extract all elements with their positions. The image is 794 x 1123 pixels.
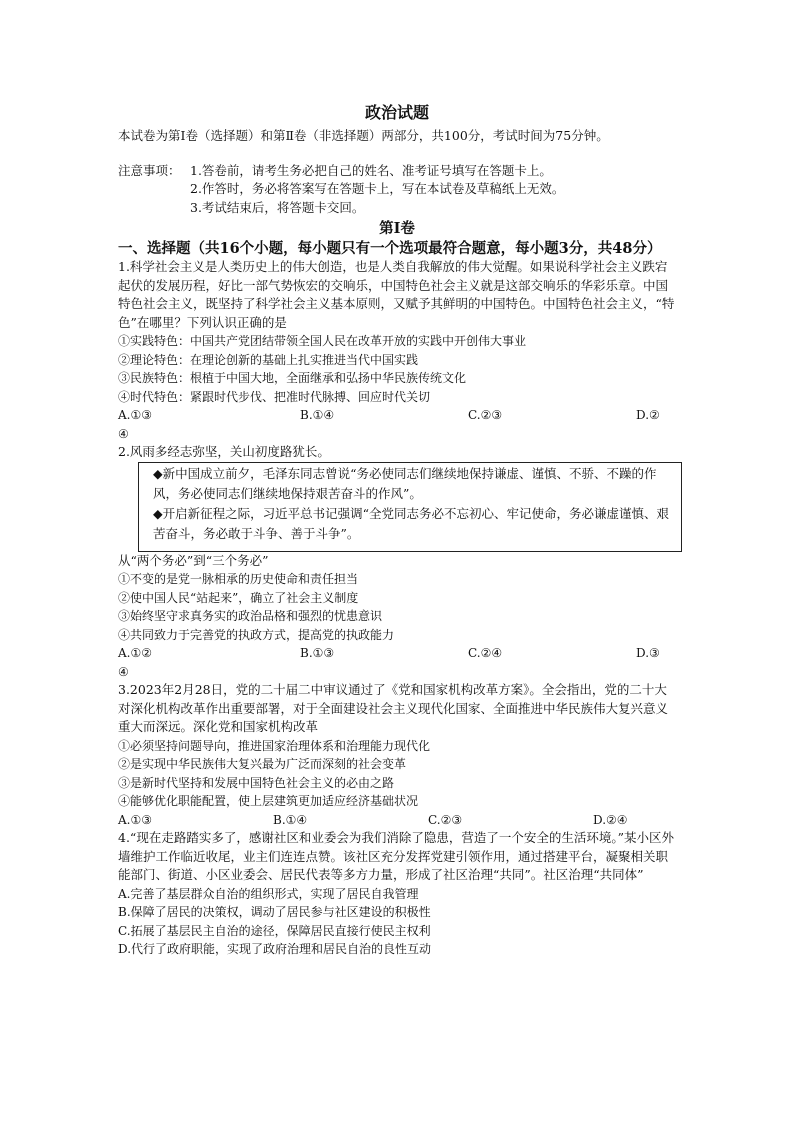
question-stem: 3.2023年2月28日，党的二十届二中审议通过了《党和国家机构改革方案》。全会指出，党的二十大对深化机构改革作出重要部署，对于全面建设社会主义现代化国家、全面推进中华民族伟大复兴意义重大而深远。深化党和国家机构改革 [118,682,669,734]
choice-c: C.②④ [468,646,503,660]
option-item: ③始终坚守求真务实的政治品格和强烈的忧患意识 [118,609,383,623]
notes-section [118,162,676,218]
choice-d-wrap: ④ [118,664,129,679]
option-item: A.完善了基层群众自治的组织形式，实现了居民自我管理 [118,886,419,901]
quote-box [138,462,682,552]
choice-c: C.②③ [468,408,503,422]
option-item: ①不变的是党一脉相承的历史使命和责任担当 [118,572,359,586]
option-item: ②理论特色：在理论创新的基础上扎实推进当代中国实践 [118,352,419,367]
choice-d: D.②④ [593,812,628,827]
choice-d: D.② [636,408,660,422]
answer-choices [118,811,676,830]
option-item: ④能够优化职能配置，使上层建筑更加适应经济基础状况 [118,794,419,808]
volume-title: 第Ⅰ卷 [379,220,415,237]
choice-b: B.①④ [300,408,335,422]
choice-a: A.①③ [118,408,152,422]
option-item: ④时代特色：紧跟时代步伐、把准时代脉搏、回应时代关切 [118,389,431,404]
option-item: C.拓展了基层民主自治的途径，保障居民直接行使民主权利 [118,923,431,938]
choice-b: B.①④ [273,812,308,827]
answer-choices [118,644,676,663]
quote-item: ◆新中国成立前夕，毛泽东同志曾说“务必使同志们继续地保持谦虚、谨慎、不骄、不躁的作风，务必使同志们继续地保持艰苦奋斗的作风”。 [153,465,657,501]
page-title: 政治试题 [364,103,429,122]
question-lead: 从“两个务必”到“三个务必” [118,552,269,568]
question-1 [118,258,676,443]
question-stem: 1.科学社会主义是人类历史上的伟大创造，也是人类自我解放的伟大觉醒。如果说科学社会主义跌宕起伏的发展历程，好比一部气势恢宏的交响乐，中国特色社会主义就是这部交响乐的华彩乐章。中国特色社会主义，既坚持了科学社会主义基本原则，又赋予其鲜明的中国特色。中国特色社会主义，“特色”在哪里？下列认识正确的是 [118,259,675,330]
option-item: ③是新时代坚持和发展中国特色社会主义的必由之路 [118,775,395,790]
question-2 [118,443,676,681]
note-item: 1.答卷前，请考生务必把自己的姓名、准考证号填写在答题卡上。 [190,162,552,178]
question-4 [118,829,676,959]
choice-a: A.①③ [118,812,152,827]
note-row [118,162,676,181]
option-item: ②是实现中华民族伟大复兴最为广泛而深刻的社会变革 [118,757,407,771]
option-item: D.代行了政府职能，实现了政府治理和居民自治的良性互动 [118,942,432,956]
answer-choices [118,406,676,425]
exam-page [118,100,676,959]
option-item: ①必须坚持问题导向，推进国家治理体系和治理能力现代化 [118,738,431,753]
choice-c: C.②③ [428,812,463,827]
part-title: 一、选择题（共16个小题，每小题只有一个选项最符合题意，每小题3分，共48分） [118,240,662,257]
quote-item: ◆开启新征程之际，习近平总书记强调“全党同志务必不忘初心、牢记使命，务必谦虚谨慎、艰苦奋斗，务必敢于斗争、善于斗争”。 [153,505,670,541]
choice-d-wrap: ④ [118,426,129,441]
note-item: 2.作答时，务必将答案写在答题卡上，写在本试卷及草稿纸上无效。 [190,181,565,196]
option-item: ①实践特色：中国共产党团结带领全国人民在改革开放的实践中开创伟大事业 [118,334,527,348]
option-item: ④共同致力于完善党的执政方式，提高党的执政能力 [118,627,395,642]
question-stem: 4.“现在走路踏实多了，感谢社区和业委会为我们消除了隐患，营造了一个安全的生活环境。”某小区外墙维护工作临近收尾，业主们连连点赞。该社区充分发挥党建引领作用，通过搭建平台，凝聚相关职能部门、街道、小区业委会、居民代表等多方力量，形成了社区治理“共同”。社区治理“共同体” [118,830,674,882]
option-item: ②使中国人民“站起来”，确立了社会主义制度 [118,590,359,605]
note-item: 3.考试结束后，将答题卡交回。 [190,199,365,215]
exam-intro: 本试卷为第Ⅰ卷（选择题）和第Ⅱ卷（非选择题）两部分，共100分，考试时间为75分钟。 [118,128,609,143]
question-stem: 2.风雨多经志弥坚，关山初度路犹长。 [118,444,330,459]
question-3 [118,681,676,829]
option-item: ③民族特色：根植于中国大地，全面继承和弘扬中华民族传统文化 [118,371,467,385]
choice-b: B.①③ [300,646,335,660]
option-item: B.保障了居民的决策权，调动了居民参与社区建设的积极性 [118,905,431,919]
notes-label: 注意事项： [118,162,181,178]
choice-d: D.③ [636,646,660,660]
choice-a: A.①② [118,646,152,660]
